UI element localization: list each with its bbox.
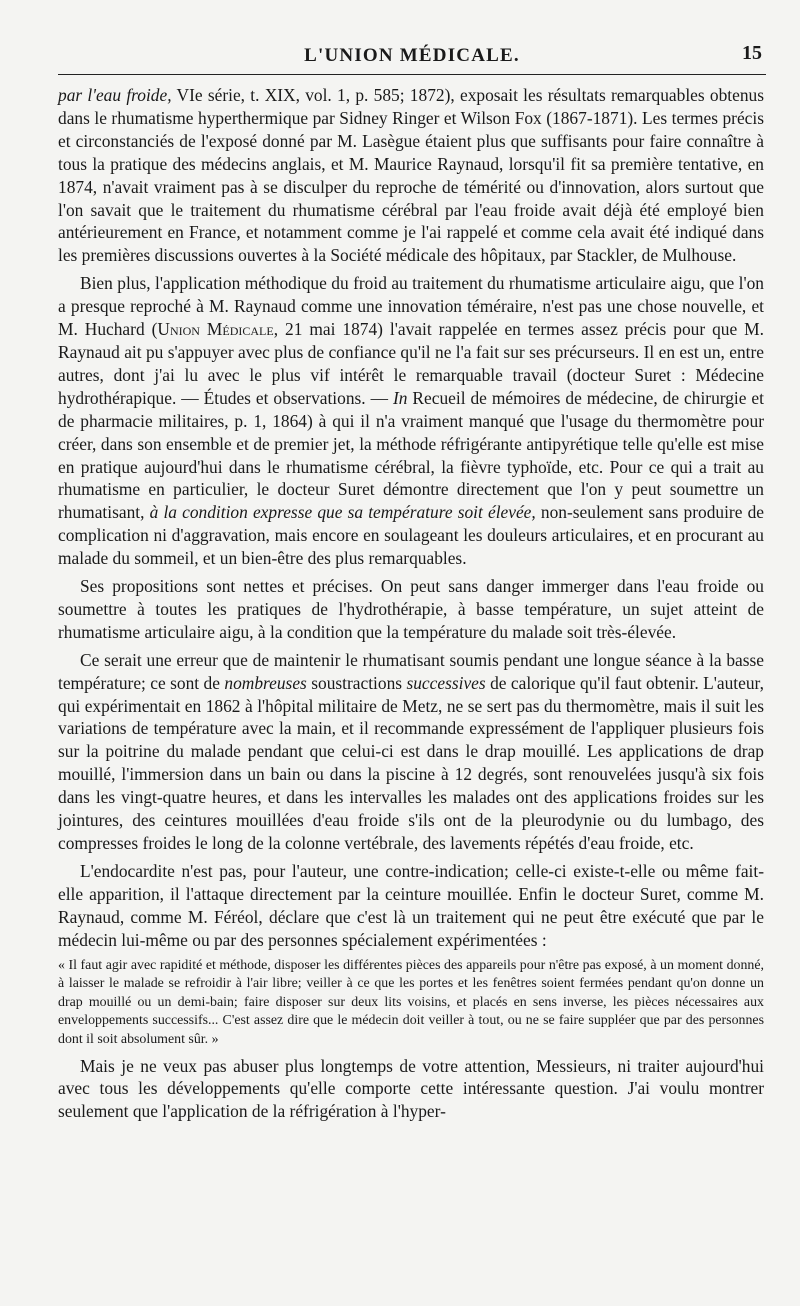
paragraph-1-text: VIe série, t. XIX, vol. 1, p. 585; 1872), exposait les résultats remarquables obtenus dans le rhumatisme hyperthermique par Sidney Ringer et Wilson Fox (1867-1871). Les termes précis et circonstanciés de l'exposé donné par M. Lasègue étaient plus que suffisants pour faire connaître à tous la pratique des médecins anglais, et M. Maurice Raynaud, lorsqu'il fit sa première tentative, en 1874, n'avait vraiment pas à se disculper du reproche de témérité ou d'innovation, alors surtout que l'on savait que le traitement du rhumatisme cérébral par l'eau froide avait déjà été employé bien antérieurement en France, et notamment comme je l'ai rappelé et comme cela avait été indiqué dans les premières discussions ouvertes à la Société médicale des hôpitaux, par Stackler, de Mulhouse. (58, 85, 764, 266)
running-title: L'UNION MÉDICALE. (304, 45, 520, 66)
paragraph-2-italic-phrase: à la condition expresse que sa température soit élevée, (149, 502, 536, 523)
paragraph-4-text-c: de calorique qu'il faut obtenir. L'auteur, qui expérimentait en 1862 à l'hôpital militaire de Metz, ne se sert pas du thermomètre, mais il suit les variations de température avec la main, et il recommande expressément de l'appliquer plusieurs fois sur la poitrine du malade pendant que celui-ci est dans le drap mouillé. Les applications de drap mouillé, l'immersion dans un bain ou dans la piscine à 12 degrés, sont renouvelées jusqu'à six fois dans les vingt-quatre heures, et dans les intervalles les malades ont des applications froides sur les jointures, des ceintures mouillées d'eau froide s'ils ont de la pleurodynie ou du lumbago, des compresses froides le long de la colonne vertébrale, des lavements répétés d'eau froide, etc. (58, 672, 764, 853)
journal-reference: Union Médicale (157, 319, 274, 340)
paragraph-2-text-a: Bien plus, l'application méthodique du froid au traitement du rhumatisme articulaire aigu, que l'on a presque reproché à M. Raynaud comme une innovation téméraire, n'est pas une chose nouvelle, et M. Huchard ( (58, 273, 764, 340)
in-word: In (392, 387, 408, 408)
paragraph-4-italic-1: nombreuses (224, 672, 307, 693)
block-quote: « Il faut agir avec rapidité et méthode, disposer les différentes pièces des appareils pour n'être pas exposé, à un moment donné, à laisser le malade se refroidir à l'air libre; veiller à ce que les portes et les fenêtres soient fermées pendant qu'on donne un drap mouillé ou un demi-bain; faire disposer sur deux lits voisins, et placés en sens inverse, les pièces nécessaires aux enveloppements successifs... C'est assez dire que le médecin doit veiller à tout, ou ne se faire suppléer que par des personnes dont il soit absolument sûr. » (58, 957, 764, 1047)
paragraph-2-text-d: non-seulement sans produire de complication ni d'aggravation, mais encore en soulageant les douleurs articulaires, et en procurant au malade du sommeil, et un bien-être des plus remarquables. (58, 502, 764, 569)
paragraph-3: Ses propositions sont nettes et précises. On peut sans danger immerger dans l'eau froide ou soumettre à toutes les pratiques de l'hydrothérapie, à basse température, un sujet atteint de rhumatisme articulaire aigu, à la condition que la température du malade soit très-élevée. (58, 576, 764, 642)
paragraph-2-text-c: Recueil de mémoires de médecine, de chirurgie et de pharmacie militaires, p. 1, 1864) à qui il n'a vraiment manqué que l'usage du thermomètre pour créer, dans son ensemble et de premier jet, la méthode réfrigérante antipyrétique telle qu'elle est mise en pratique aujourd'hui dans le rhumatisme cérébral, la fièvre typhoïde, etc. Pour ce qui a trait au rhumatisme en particulier, le docteur Suret démontre directement que l'on y peut soumettre un rhumatisant, (58, 387, 764, 523)
paragraph-4-italic-2: successives (406, 672, 486, 693)
paragraph-5: L'endocardite n'est pas, pour l'auteur, une contre-indication; celle-ci existe-t-elle ou même fait-elle apparition, il l'attaque directement par la ceinture mouillée. Enfin le docteur Suret, comme M. Raynaud, comme M. Féréol, déclare que c'est là un traitement qui ne peut être exécuté que par le médecin lui-même ou par des personnes spécialement expérimentées : (58, 860, 764, 950)
paragraph-1 (58, 84, 764, 267)
page-number: 15 (742, 42, 762, 64)
paragraph-4-text-b: soustractions (306, 672, 407, 693)
paragraph-1-italic-lead: par l'eau froide, (58, 85, 172, 105)
paragraph-2-text-b: , 21 mai 1874) l'avait rappelée en termes assez précis pour que M. Raynaud ait pu s'appuyer avec plus de confiance qu'il ne l'a fait sur ses précurseurs. Il en est un, entre autres, dont j'ai lu avec le plus vif intérêt le remarquable travail (docteur Suret : Médecine hydrothérapique. — Études et observations. — (58, 319, 764, 408)
paragraph-6: Mais je ne veux pas abuser plus longtemps de votre attention, Messieurs, ni traiter aujourd'hui avec tous les développements qu'elle comporte cette intéressante question. J'ai voulu montrer seulement que l'application de la réfrigération à l'hyper- (58, 1055, 764, 1122)
paragraph-2 (58, 272, 764, 570)
paragraph-4-text-a: Ce serait une erreur que de maintenir le rhumatisant soumis pendant une longue séance à la basse température; ce sont de (58, 649, 764, 693)
header-rule (58, 74, 766, 75)
paragraph-4 (58, 649, 764, 855)
page-header (58, 40, 766, 72)
article-body (58, 84, 764, 1128)
